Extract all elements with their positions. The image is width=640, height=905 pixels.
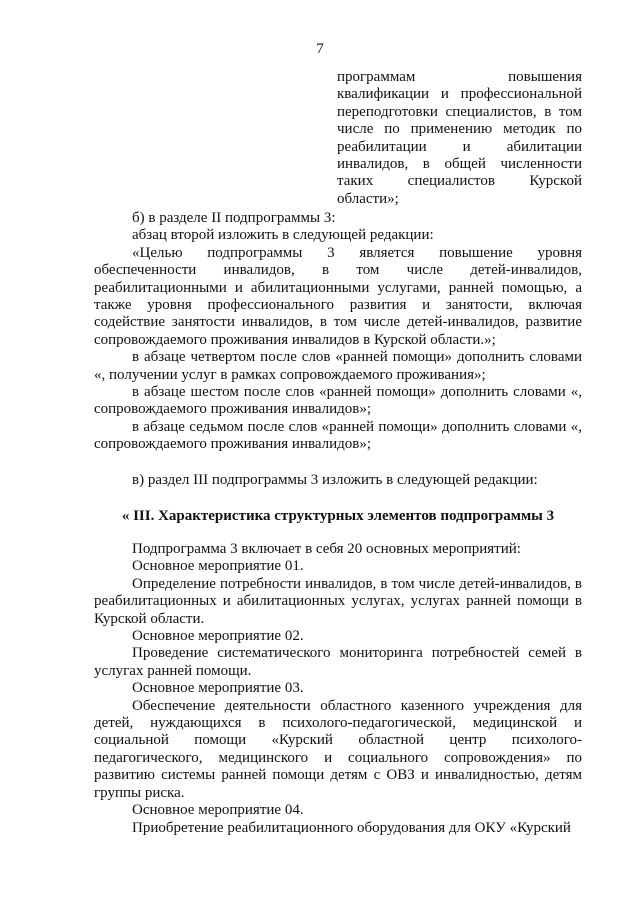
page-number: 7 <box>316 41 324 57</box>
amendment-paragraph: в абзаце четвертом после слов «ранней помощи» дополнить словами «, получении услуг в рамках сопровождаемого проживания»; <box>94 349 582 383</box>
amendment-paragraph: в абзаце шестом после слов «ранней помощи» дополнить словами «, сопровождаемого проживания инвалидов»; <box>94 384 582 418</box>
section-paragraph: Основное мероприятие 02. <box>132 628 304 645</box>
amendment-paragraph: «Целью подпрограммы 3 является повышение уровня обеспеченности инвалидов, в том числе детей-инвалидов, реабилитационными и абилитационными услугами, ранней помощью, а также уровня профессионального развития и занятости, включая содействие занятости инвалидов, в том числе детей-инвалидов, развитие сопровождаемого проживания инвалидов в Курской области.»; <box>94 244 582 348</box>
amendment-paragraph: в) раздел III подпрограммы 3 изложить в следующей редакции: <box>132 471 538 488</box>
section-paragraph: Основное мероприятие 03. <box>132 680 304 697</box>
continuation-paragraph: программам повышения квалификации и профессиональной переподготовки специалистов, в том числе по применению методик по реабилитации и абилитации инвалидов, в общей численности таких специалистов Курской области»; <box>337 69 582 207</box>
section-paragraph: Основное мероприятие 04. <box>132 802 304 819</box>
amendments-block <box>94 210 582 489</box>
amendment-paragraph: абзац второй изложить в следующей редакции: <box>132 227 434 244</box>
section-heading: « III. Характеристика структурных элементов подпрограммы 3 <box>121 508 555 524</box>
section-paragraph: Подпрограмма 3 включает в себя 20 основных мероприятий: <box>132 541 521 557</box>
amendment-paragraph: б) в разделе II подпрограммы 3: <box>132 210 336 226</box>
amendment-paragraph: в абзаце седьмом после слов «ранней помощи» дополнить словами «, сопровождаемого проживания инвалидов»; <box>94 418 582 453</box>
section-paragraph: Проведение систематического мониторинга потребностей семей в услугах ранней помощи. <box>94 645 582 679</box>
section-paragraph: Основное мероприятие 01. <box>132 558 304 575</box>
section-paragraph: Приобретение реабилитационного оборудования для ОКУ «Курский <box>132 819 571 836</box>
section-paragraph: Определение потребности инвалидов, в том числе детей-инвалидов, в реабилитационных и абилитационных услугах, услугах ранней помощи в Курской области. <box>94 575 582 627</box>
section-body <box>94 541 582 837</box>
section-paragraph: Обеспечение деятельности областного казенного учреждения для детей, нуждающихся в психолого-педагогической, медицинской и социальной помощи «Курский областной центр психолого-педагогического, медицинского и социального сопровождения» по развитию системы ранней помощи детям с ОВЗ и инвалидностью, детям группы риска. <box>94 697 582 801</box>
